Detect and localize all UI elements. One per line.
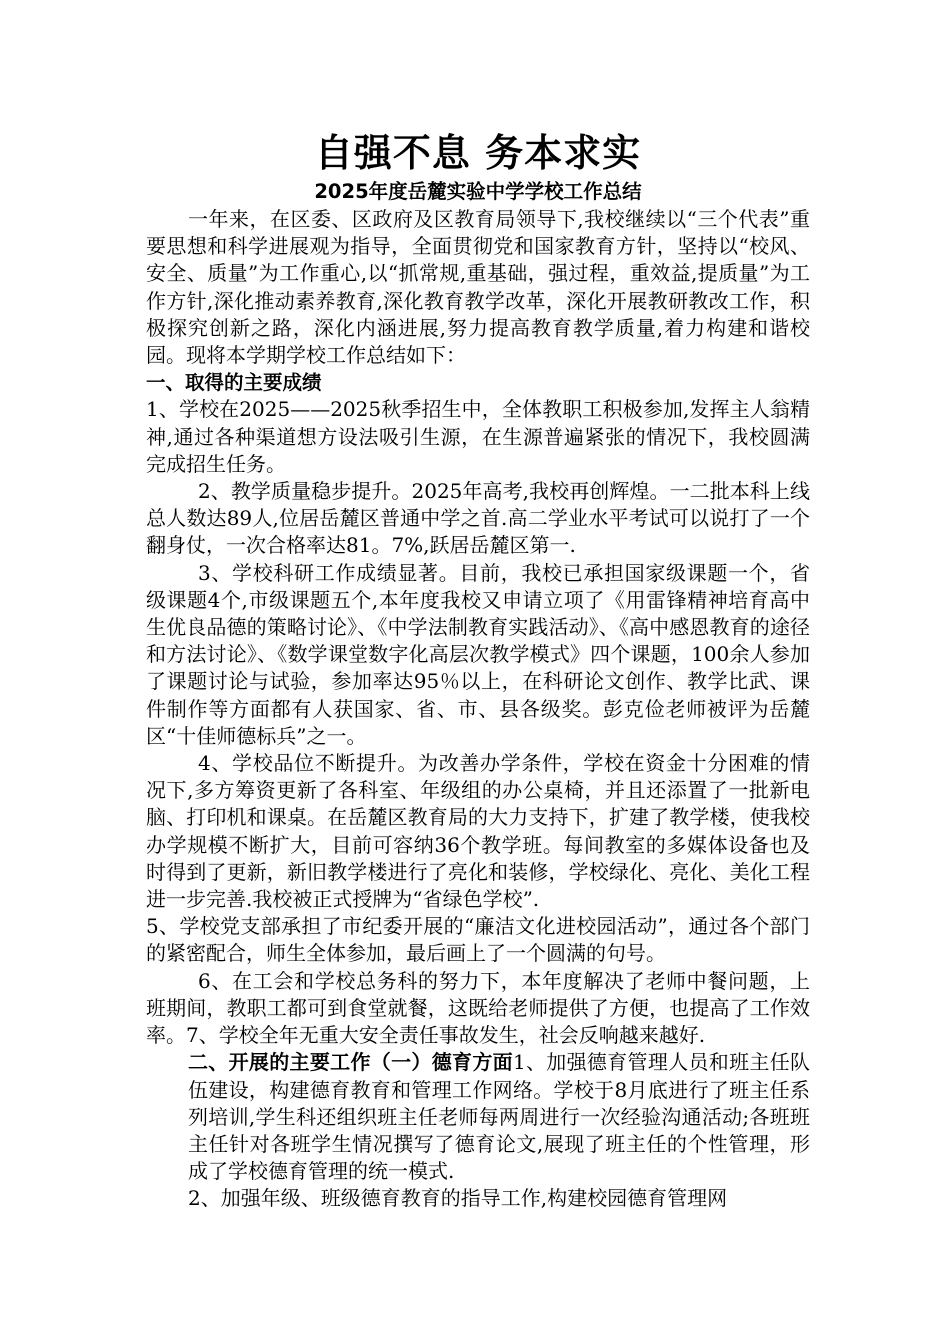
achievement-item-3: 3、学校科研工作成绩显著。目前，我校已承担国家级课题一个，省级课题4个,市级课题五个,本年度我校又申请立项了《用雷锋精神培育高中生优良品德的策略讨论》、《中学法制教育实践活动》、《高中感恩教育的途径和方法讨论》、《数学课堂数字化高层次教学模式》四个课题，100余人参加了课题讨论与试验，参加率达95％以上，在科研论文创作、教学比武、课件制作等方面都有人获国家、省、市、县各级奖。彭克俭老师被评为岳麓区“十佳师德标兵”之一。 bbox=[146, 560, 810, 748]
achievement-item-1: 1、学校在2025——2025秋季招生中，全体教职工积极参加,发挥主人翁精神,通过各种渠道想方设法吸引生源，在生源普遍紧张的情况下，我校圆满完成招生任务。 bbox=[146, 397, 810, 476]
achievement-item-6: 6、在工会和学校总务科的努力下，本年度解决了老师中餐问题，上班期间，教职工都可到食堂就餐，这既给老师提供了方便，也提高了工作效率。7、学校全年无重大安全责任事故发生，社会反响越来越好. bbox=[146, 968, 810, 1048]
achievement-item-4: 4、学校品位不断提升。为改善办学条件，学校在资金十分困难的情况下,多方筹资更新了各科室、年级组的办公桌椅，并且还添置了一批新电脑、打印机和课桌。在岳麓区教育局的大力支持下，扩建了教学楼，使我校办学规模不断扩大，目前可容纳36个教学班。每间教室的多媒体设备也及时得到了更新，新旧教学楼进行了亮化和装修，学校绿化、亮化、美化工程进一步完善.我校被正式授牌为“省绿色学校”. bbox=[146, 751, 810, 912]
document-page bbox=[146, 128, 810, 1213]
intro-paragraph: 一年来，在区委、区政府及区教育局领导下,我校继续以“三个代表”重要思想和科学进展观为指导，全面贯彻党和国家教育方针，坚持以“校风、安全、质量”为工作重心,以“抓常规,重基础，强过程，重效益,提质量”为工作方针,深化推动素养教育,深化教育教学改革，深化开展教研教改工作，积极探究创新之路，深化内涵进展,努力提高教育教学质量,着力构建和谐校园。现将本学期学校工作总结如下： bbox=[146, 207, 810, 368]
achievement-item-2: 2、教学质量稳步提升。2025年高考,我校再创辉煌。一二批本科上线总人数达89人,位居岳麓区普通中学之首.高二学业水平考试可以说打了一个翻身仗，一次合格率达81。7%,跃居岳麓区第一. bbox=[146, 479, 810, 558]
section-heading-main-work: 二、开展的主要工作（一）德育方面 bbox=[188, 1050, 513, 1075]
document-subtitle: 2025年度岳麓实验中学学校工作总结 bbox=[314, 180, 642, 203]
main-work-paragraph-1 bbox=[188, 1049, 810, 1185]
main-work-item-1: 1、加强德育管理人员和班主任队伍建设，构建德育教育和管理工作网络。学校于8月底进行了班主任系列培训,学生科还组织班主任老师每两周进行一次经验沟通活动;各班班主任针对各班学生情况撰写了德育论文,展现了班主任的个性管理，形成了学校德育管理的统一模式. bbox=[188, 1050, 811, 1184]
main-work-item-2: 2、加强年级、班级德育教育的指导工作,构建校园德育管理网 bbox=[188, 1186, 728, 1211]
section-main-work bbox=[146, 1049, 810, 1212]
section-heading-achievements: 一、取得的主要成绩 bbox=[146, 371, 322, 395]
achievement-item-5: 5、学校党支部承担了市纪委开展的“廉洁文化进校园活动”，通过各个部门的紧密配合，师生全体参加，最后画上了一个圆满的句号。 bbox=[146, 914, 810, 966]
document-title: 自强不息 务本求实 bbox=[314, 131, 642, 175]
